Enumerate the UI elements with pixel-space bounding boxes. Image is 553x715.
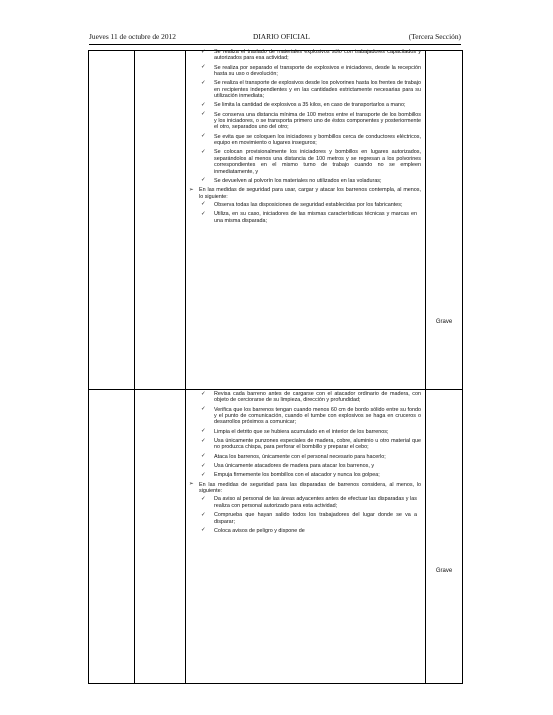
requirements-list [186, 49, 425, 387]
checklist-item-text: Observa todas las disposiciones de seguridad establecidas por los fabricantes; [214, 201, 403, 208]
arrow-item-text: En las medidas de seguridad para usar, cargar y atacar los barrenos contempla, al menos, lo siguiente: [199, 187, 421, 200]
header-date: Jueves 11 de octubre de 2012 [89, 32, 176, 41]
table-cell-empty [89, 51, 135, 390]
regulation-table [88, 50, 463, 684]
checklist-item [186, 438, 421, 451]
table-cell-content [186, 390, 426, 684]
checklist-item-text: Ataca los barrenos, únicamente con el personal necesario para hacerlo; [214, 453, 386, 460]
checklist [186, 49, 425, 184]
checklist-item [186, 463, 421, 469]
checklist-item-text: Se conserva una distancia mínima de 100 metros entre el transporte de los bombillos y los iniciadores, o se transporta primero uno de éstos componentes y posteriormente el otro, separados uno del otro; [214, 111, 421, 131]
check-mark-icon: ✓ [201, 177, 206, 184]
checklist-item [199, 211, 417, 224]
checklist-item [186, 112, 421, 131]
checklist-item-text: Se limita la cantidad de explosivos a 35 kilos, en caso de transportarlos a mano; [214, 102, 406, 109]
checklist-item-text: Se evita que se coloquen los iniciadores y bombillos cerca de conductores eléctricos, equipo en movimiento o lugares inseguros; [214, 133, 421, 147]
checklist [186, 391, 425, 479]
check-mark-icon: ✓ [201, 428, 206, 435]
table-cell-empty [135, 51, 186, 390]
check-mark-icon: ✓ [201, 462, 206, 469]
arrow-list-item [186, 187, 421, 224]
checklist-item-text: Usa únicamente punzones especiales de madera, cobre, aluminio u otro material que no produzca chispa, para perforar el bombillo y preparar el cebo; [214, 438, 421, 451]
header-section: (Tercera Sección) [408, 32, 461, 41]
table-cell-grade [426, 390, 463, 684]
check-mark-icon: ✓ [201, 148, 206, 155]
checklist-item-text: Se realiza por separado el transporte de explosivos e iniciadores, desde la recepción hasta su uso o devolución; [214, 64, 421, 78]
checklist-item-text: Coloca avisos de peligro y dispone de [214, 527, 305, 534]
check-mark-icon: ✓ [201, 495, 206, 502]
arrow-bullet-icon: ➢ [189, 186, 194, 193]
table-row [89, 390, 463, 684]
table-cell-empty [135, 390, 186, 684]
check-mark-icon: ✓ [201, 133, 206, 140]
checklist-item [186, 102, 421, 108]
checklist-item-text: Utiliza, en su caso, iniciadores de las mismas características técnicas y marcas en una misma disparada; [214, 211, 417, 224]
check-mark-icon: ✓ [201, 406, 206, 413]
checklist-item [186, 391, 421, 404]
check-mark-icon: ✓ [201, 453, 206, 460]
check-mark-icon: ✓ [201, 101, 206, 108]
checklist-item-text: Se colocan provisionalmente los iniciadores y bombillos en lugares autorizados, separándolos al menos una distancia de 100 metros y se regresan a los polvorines correspondientes en el mismo turno de trabajo cuando no se empleen inmediatamente, y [214, 149, 421, 175]
check-mark-icon: ✓ [201, 64, 206, 71]
table-row [89, 51, 463, 390]
arrow-list [186, 482, 425, 534]
checklist-item [186, 149, 421, 174]
checklist-item [186, 80, 421, 99]
checklist-item [186, 178, 421, 184]
table-cell-content [186, 51, 426, 390]
table-cell-empty [89, 390, 135, 684]
arrow-list-item [186, 482, 421, 534]
header-rule [89, 44, 461, 45]
checklist-item [199, 202, 417, 208]
checklist-item [186, 49, 421, 62]
checklist-item-text: Usa únicamente atacadores de madera para atacar los barrenos, y [214, 463, 375, 470]
checklist-item [199, 496, 417, 509]
check-mark-icon: ✓ [201, 511, 206, 518]
severity-grade: Grave [435, 568, 453, 574]
checklist [199, 202, 421, 224]
checklist-item [186, 407, 421, 426]
check-mark-icon: ✓ [201, 391, 206, 397]
checklist-item [186, 472, 421, 478]
arrow-bullet-icon: ➢ [189, 481, 194, 488]
check-mark-icon: ✓ [201, 79, 206, 86]
arrow-item-text: En las medidas de seguridad para las disparadas de barrenos considera, al menos, lo siguiente: [199, 481, 421, 495]
checklist-item [186, 134, 421, 147]
checklist-item [186, 454, 421, 460]
checklist-item-text: Limpia el detrito que se hubiera acumulado en el interior de los barrenos; [214, 428, 389, 435]
severity-grade: Grave [435, 319, 453, 325]
checklist [199, 496, 421, 534]
checklist-item [186, 65, 421, 78]
checklist-item-text: Comprueba que hayan salido todos los trabajadores del lugar donde se va a disparar; [214, 512, 417, 525]
checklist-item-text: Revisa cada barreno antes de cargarse con el atacador ordinario de madera, con objeto de cerciorarse de su limpieza, dirección y profundidad; [214, 391, 421, 404]
checklist-item-text: Se realiza el transporte de explosivos desde los polvorines hasta los frentes de trabajo en recipientes independientes y en las cantidades estrictamente necesarias para su utilización inmediata; [214, 80, 421, 100]
checklist-item-text: Se devuelven al polvorín los materiales no utilizados en las voladuras; [214, 177, 382, 184]
check-mark-icon: ✓ [201, 201, 206, 208]
checklist-item [186, 429, 421, 435]
table-cell-grade [426, 51, 463, 390]
requirements-list [186, 391, 425, 684]
page-header [89, 31, 461, 43]
checklist-item-text: Se realiza el traslado de materiales explosivos sólo con trabajadores capacitados y autorizados para esa actividad; [214, 49, 421, 62]
checklist-item-text: Da aviso al personal de las áreas adyacentes antes de efectuar las disparadas y las realiza con personal autorizado para esta actividad; [214, 496, 417, 509]
arrow-list [186, 187, 425, 224]
checklist-item [199, 512, 417, 525]
check-mark-icon: ✓ [201, 49, 206, 55]
check-mark-icon: ✓ [201, 111, 206, 118]
check-mark-icon: ✓ [201, 471, 206, 478]
checklist-item [199, 528, 417, 534]
checklist-item-text: Verifica que los barrenos tengan cuando menos 60 cm de bordo sólido entre su fondo y el punto de comunicación, cuando el tumbe con explosivos se haga en cruceros o desarrollos próximos a comunicar; [214, 406, 421, 426]
check-mark-icon: ✓ [201, 437, 206, 444]
check-mark-icon: ✓ [201, 210, 206, 217]
checklist-item-text: Empuja firmemente los bombillos con el atacador y nunca los golpea; [214, 472, 380, 479]
check-mark-icon: ✓ [201, 527, 206, 534]
header-publication: DIARIO OFICIAL [253, 32, 310, 41]
